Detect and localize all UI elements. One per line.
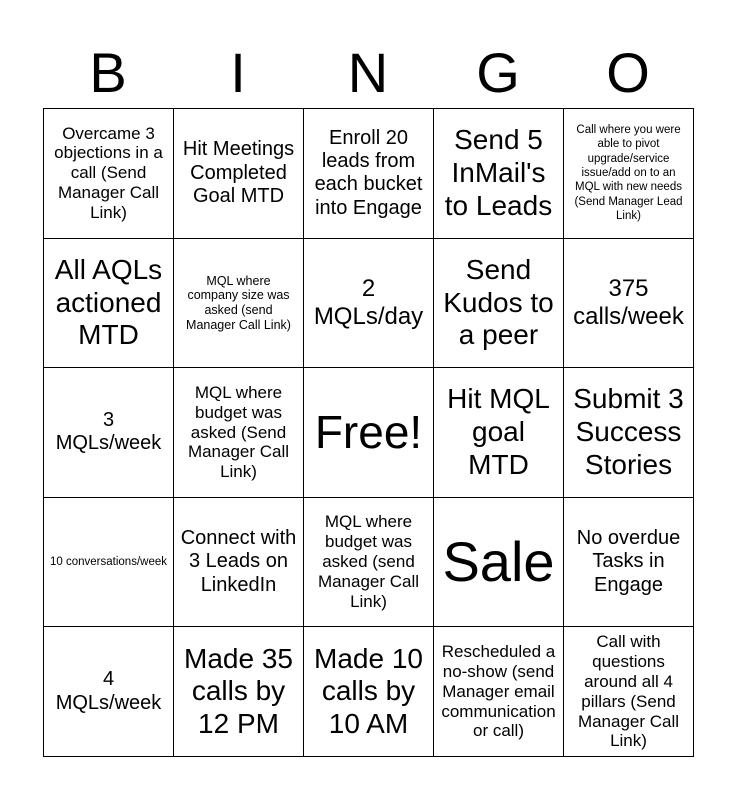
bingo-cell[interactable] (304, 239, 434, 369)
cell-text: 3 MQLs/week (55, 409, 162, 455)
bingo-cell[interactable] (434, 627, 564, 757)
bingo-cell[interactable] (564, 498, 694, 628)
cell-text: Enroll 20 leads from each bucket into Engage (314, 126, 423, 219)
cell-text: Call with questions around all 4 pillars (Send Manager Call Link) (577, 632, 680, 751)
cell-text: 10 conversations/week (50, 555, 167, 568)
cell-text: 4 MQLs/week (55, 668, 162, 714)
bingo-cell[interactable] (174, 627, 304, 757)
bingo-cell[interactable] (434, 109, 564, 239)
cell-text: MQL where budget was asked (Send Manager Call Link) (187, 382, 290, 482)
bingo-cell[interactable] (174, 498, 304, 628)
cell-text: Send 5 InMail's to Leads (444, 124, 553, 221)
bingo-cell[interactable] (304, 109, 434, 239)
cell-text: Made 10 calls by 10 AM (314, 642, 423, 740)
cell-text: 375 calls/week (573, 274, 684, 330)
cell-text: No overdue Tasks in Engage (576, 526, 681, 596)
header-letter-g: G (476, 41, 520, 104)
cell-text: Call where you were able to pivot upgrade/service issue/add on to an MQL with new needs (Send Manager Lead Link) (574, 123, 683, 223)
bingo-cell[interactable] (564, 239, 694, 369)
bingo-cell[interactable] (174, 109, 304, 239)
bingo-cell[interactable] (434, 498, 564, 628)
header-letter-o: O (606, 41, 650, 104)
header-letter-i: I (230, 41, 246, 104)
cell-text: MQL where company size was asked (send Manager Call Link) (186, 273, 291, 332)
cell-text: Submit 3 Success Stories (573, 383, 684, 480)
bingo-cell[interactable] (174, 239, 304, 369)
cell-text: MQL where budget was asked (send Manager Call Link) (317, 512, 420, 611)
free-space: Free! (314, 405, 423, 458)
bingo-board (43, 108, 694, 757)
bingo-cell[interactable] (174, 368, 304, 498)
bingo-cell[interactable] (304, 368, 434, 498)
cell-text: Made 35 calls by 12 PM (184, 642, 293, 740)
cell-text: Rescheduled a no-show (send Manager email communication or call) (441, 641, 556, 741)
cell-text: Sale (442, 530, 555, 594)
cell-text: All AQLs actioned MTD (54, 253, 163, 351)
header-letter-n: N (347, 41, 389, 104)
bingo-header (43, 38, 693, 108)
bingo-cell[interactable] (564, 109, 694, 239)
bingo-cell[interactable] (564, 368, 694, 498)
cell-text: Hit Meetings Completed Goal MTD (182, 138, 295, 207)
bingo-cell[interactable] (44, 498, 174, 628)
bingo-cell[interactable] (434, 239, 564, 369)
bingo-cell[interactable] (44, 368, 174, 498)
bingo-cell[interactable] (434, 368, 564, 498)
bingo-cell[interactable] (304, 498, 434, 628)
cell-text: Overcame 3 objections in a call (Send Manager Call Link) (54, 123, 163, 223)
cell-text: Connect with 3 Leads on LinkedIn (180, 526, 297, 596)
cell-text: Hit MQL goal MTD (447, 383, 550, 480)
header-letter-b: B (89, 41, 127, 104)
bingo-cell[interactable] (304, 627, 434, 757)
cell-text: Send Kudos to a peer (443, 253, 554, 351)
bingo-cell[interactable] (44, 239, 174, 369)
bingo-cell[interactable] (44, 627, 174, 757)
bingo-cell[interactable] (44, 109, 174, 239)
bingo-cell[interactable] (564, 627, 694, 757)
cell-text: 2 MQLs/day (313, 274, 424, 330)
